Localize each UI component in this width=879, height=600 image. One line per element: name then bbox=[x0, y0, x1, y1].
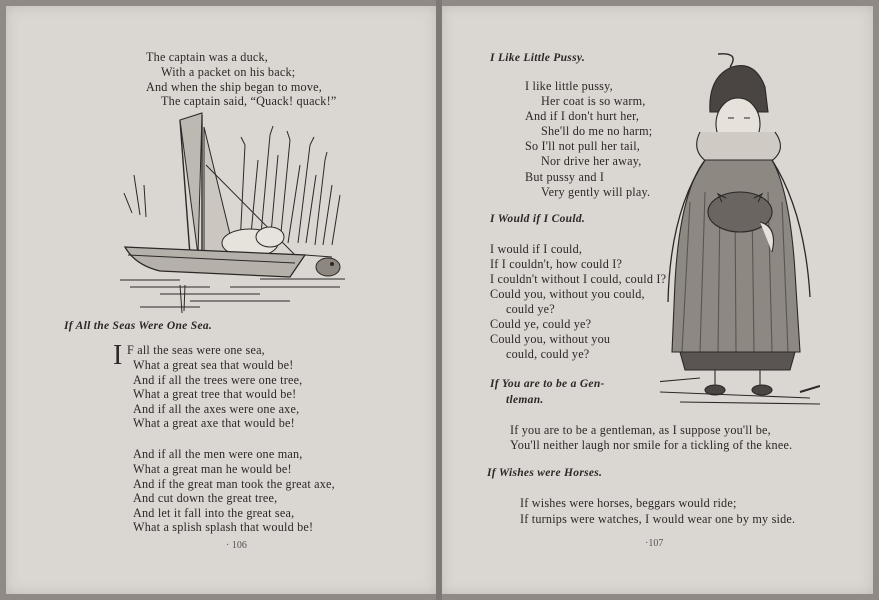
boat-illustration bbox=[120, 105, 350, 315]
seas-line: And let it fall into the great sea, bbox=[133, 506, 295, 520]
seas-line: What a great man he would be! bbox=[133, 462, 292, 476]
pussy-line: She'll do me no harm; bbox=[541, 124, 653, 138]
pussy-line: I like little pussy, bbox=[525, 79, 613, 93]
gentleman-line: You'll neither laugh nor smile for a tickling of the knee. bbox=[510, 438, 793, 452]
gentleman-title-cont: tleman. bbox=[506, 394, 544, 406]
page-number-right: ·107 bbox=[645, 538, 664, 549]
seas-title: If All the Seas Were One Sea. bbox=[64, 320, 213, 332]
wishes-line: If wishes were horses, beggars would ride; bbox=[520, 496, 737, 510]
pussy-line: Very gently will play. bbox=[541, 185, 651, 199]
would-line: Could you, without you bbox=[490, 332, 611, 346]
would-line: I couldn't without I could, could I? bbox=[490, 272, 667, 286]
seas-line: And cut down the great tree, bbox=[133, 491, 278, 505]
pussy-line: And if I don't hurt her, bbox=[525, 109, 640, 123]
pussy-line: Nor drive her away, bbox=[541, 154, 642, 168]
would-line: could ye? bbox=[506, 302, 555, 316]
seas-line: What a great axe that would be! bbox=[133, 416, 295, 430]
girl-illustration bbox=[660, 52, 820, 412]
seas-line: What a great sea that would be! bbox=[133, 358, 294, 372]
would-line: If I couldn't, how could I? bbox=[490, 257, 623, 271]
page-number-left: · 106 bbox=[226, 540, 247, 551]
seas-line: What a splish splash that would be! bbox=[133, 520, 314, 534]
pussy-line: But pussy and I bbox=[525, 170, 605, 184]
duck-poem-line: And when the ship began to move, bbox=[146, 80, 322, 94]
seas-line: What a great tree that would be! bbox=[133, 387, 297, 401]
seas-line: And if all the trees were one tree, bbox=[133, 373, 303, 387]
pussy-line: Her coat is so warm, bbox=[541, 94, 646, 108]
gentleman-title: If You are to be a Gen- bbox=[490, 378, 605, 390]
seas-line: F all the seas were one sea, bbox=[127, 343, 265, 357]
gentleman-line: If you are to be a gentleman, as I suppose you'll be, bbox=[510, 423, 771, 437]
pussy-title: I Like Little Pussy. bbox=[490, 52, 586, 64]
seas-line: And if the great man took the great axe, bbox=[133, 477, 335, 491]
would-line: Could ye, could ye? bbox=[490, 317, 592, 331]
duck-poem-line: The captain said, “Quack! quack!” bbox=[161, 94, 337, 108]
would-title: I Would if I Could. bbox=[490, 213, 586, 225]
would-line: Could you, without you could, bbox=[490, 287, 645, 301]
wishes-title: If Wishes were Horses. bbox=[487, 467, 603, 479]
drop-cap: I bbox=[113, 340, 123, 371]
duck-poem-line: With a packet on his back; bbox=[161, 65, 296, 79]
seas-line: And if all the men were one man, bbox=[133, 447, 303, 461]
seas-line: And if all the axes were one axe, bbox=[133, 402, 300, 416]
wishes-line: If turnips were watches, I would wear one by my side. bbox=[520, 512, 796, 526]
duck-poem-line: The captain was a duck, bbox=[146, 50, 269, 64]
would-line: could, could ye? bbox=[506, 347, 590, 361]
would-line: I would if I could, bbox=[490, 242, 583, 256]
pussy-line: So I'll not pull her tail, bbox=[525, 139, 641, 153]
